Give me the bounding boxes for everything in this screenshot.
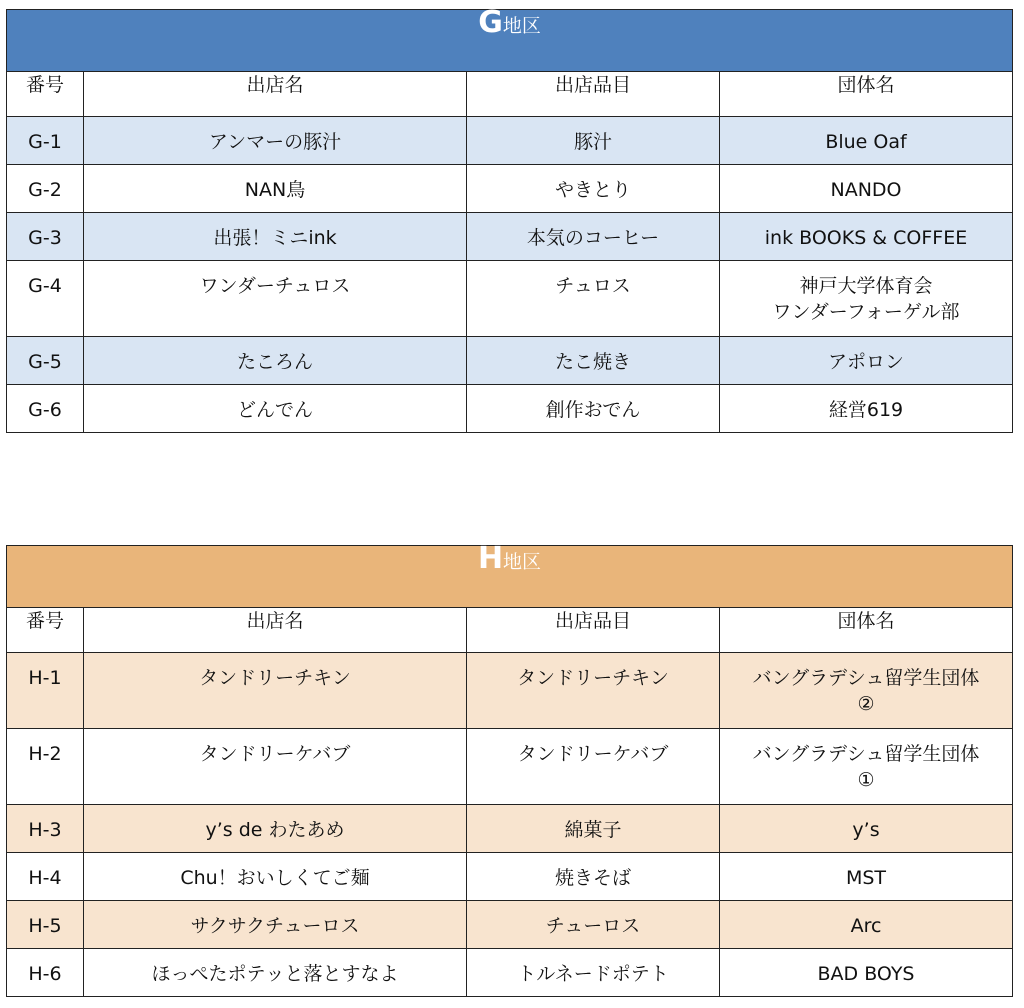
group-name-line: BAD BOYS (817, 963, 915, 985)
row-number: G-5 (7, 337, 84, 385)
row-number: G-3 (7, 213, 84, 261)
group-name (720, 117, 1013, 165)
shop-name: NAN鳥 (84, 165, 467, 213)
row-number: H-1 (7, 653, 84, 729)
header-item: 出店品目 (467, 72, 720, 117)
group-name-line: 神戸大学体育会 (799, 275, 933, 297)
shop-name: タンドリーチキン (84, 653, 467, 729)
header-number: 番号 (7, 608, 84, 653)
h-area-title: H地区 (7, 546, 1013, 608)
group-name-line: Arc (850, 915, 882, 937)
table-row (7, 337, 1013, 385)
group-name-line: ② (857, 693, 875, 715)
group-name-line: 経営619 (828, 399, 904, 421)
group-name-line: MST (845, 867, 887, 889)
g-header-row (7, 72, 1013, 117)
row-number: H-4 (7, 853, 84, 901)
shop-item: 豚汁 (467, 117, 720, 165)
table-row (7, 901, 1013, 949)
shop-item: タンドリーケバブ (467, 729, 720, 805)
shop-name: y’s de わたあめ (84, 805, 467, 853)
header-item: 出店品目 (467, 608, 720, 653)
row-number: H-5 (7, 901, 84, 949)
g-area-table (6, 5, 1013, 433)
shop-item: 本気のコーヒー (467, 213, 720, 261)
h-area-table (6, 541, 1013, 997)
group-name (720, 261, 1013, 337)
group-name (720, 213, 1013, 261)
shop-name: どんでん (84, 385, 467, 433)
row-number: G-4 (7, 261, 84, 337)
table-row (7, 117, 1013, 165)
group-name (720, 653, 1013, 729)
row-number: H-2 (7, 729, 84, 805)
table-row (7, 729, 1013, 805)
group-name (720, 949, 1013, 997)
shop-item: 焼きそば (467, 853, 720, 901)
header-group: 団体名 (720, 72, 1013, 117)
group-name (720, 901, 1013, 949)
table-row (7, 853, 1013, 901)
row-number: H-6 (7, 949, 84, 997)
header-shop-name: 出店名 (84, 608, 467, 653)
shop-name: タンドリーケバブ (84, 729, 467, 805)
shop-item: 創作おでん (467, 385, 720, 433)
group-name-line: アポロン (828, 351, 905, 373)
shop-name: 出張！ミニink (84, 213, 467, 261)
group-name (720, 337, 1013, 385)
group-name (720, 853, 1013, 901)
group-name-line: y’s (852, 819, 880, 841)
group-name-line: ink BOOKS & COFFEE (764, 227, 968, 249)
shop-item: トルネードポテト (467, 949, 720, 997)
table-row (7, 805, 1013, 853)
shop-name: ワンダーチュロス (84, 261, 467, 337)
shop-name: ほっぺたポテッと落とすなよ (84, 949, 467, 997)
shop-item: タンドリーチキン (467, 653, 720, 729)
group-name-line: NANDO (830, 179, 902, 201)
table-row (7, 385, 1013, 433)
table-row (7, 261, 1013, 337)
shop-item: チュロス (467, 261, 720, 337)
header-group: 団体名 (720, 608, 1013, 653)
row-number: G-6 (7, 385, 84, 433)
header-number: 番号 (7, 72, 84, 117)
group-name-line: Blue Oaf (825, 131, 907, 153)
table-row (7, 213, 1013, 261)
shop-item: 綿菓子 (467, 805, 720, 853)
group-name (720, 165, 1013, 213)
g-area-title: G地区 (7, 10, 1013, 72)
group-name-line: バングラデシュ留学生団体 (752, 743, 980, 765)
group-name-line: ① (857, 769, 875, 791)
table-row (7, 165, 1013, 213)
table-row (7, 949, 1013, 997)
h-header-row (7, 608, 1013, 653)
row-number: G-2 (7, 165, 84, 213)
group-name (720, 805, 1013, 853)
shop-item: たこ焼き (467, 337, 720, 385)
shop-name: アンマーの豚汁 (84, 117, 467, 165)
group-name (720, 729, 1013, 805)
shop-name: たころん (84, 337, 467, 385)
group-name-line: ワンダーフォーゲル部 (772, 301, 960, 323)
row-number: G-1 (7, 117, 84, 165)
shop-item: やきとり (467, 165, 720, 213)
shop-name: Chu！おいしくてご麺 (84, 853, 467, 901)
shop-item: チューロス (467, 901, 720, 949)
row-number: H-3 (7, 805, 84, 853)
group-name (720, 385, 1013, 433)
shop-name: サクサクチューロス (84, 901, 467, 949)
group-name-line: バングラデシュ留学生団体 (752, 667, 980, 689)
table-row (7, 653, 1013, 729)
header-shop-name: 出店名 (84, 72, 467, 117)
